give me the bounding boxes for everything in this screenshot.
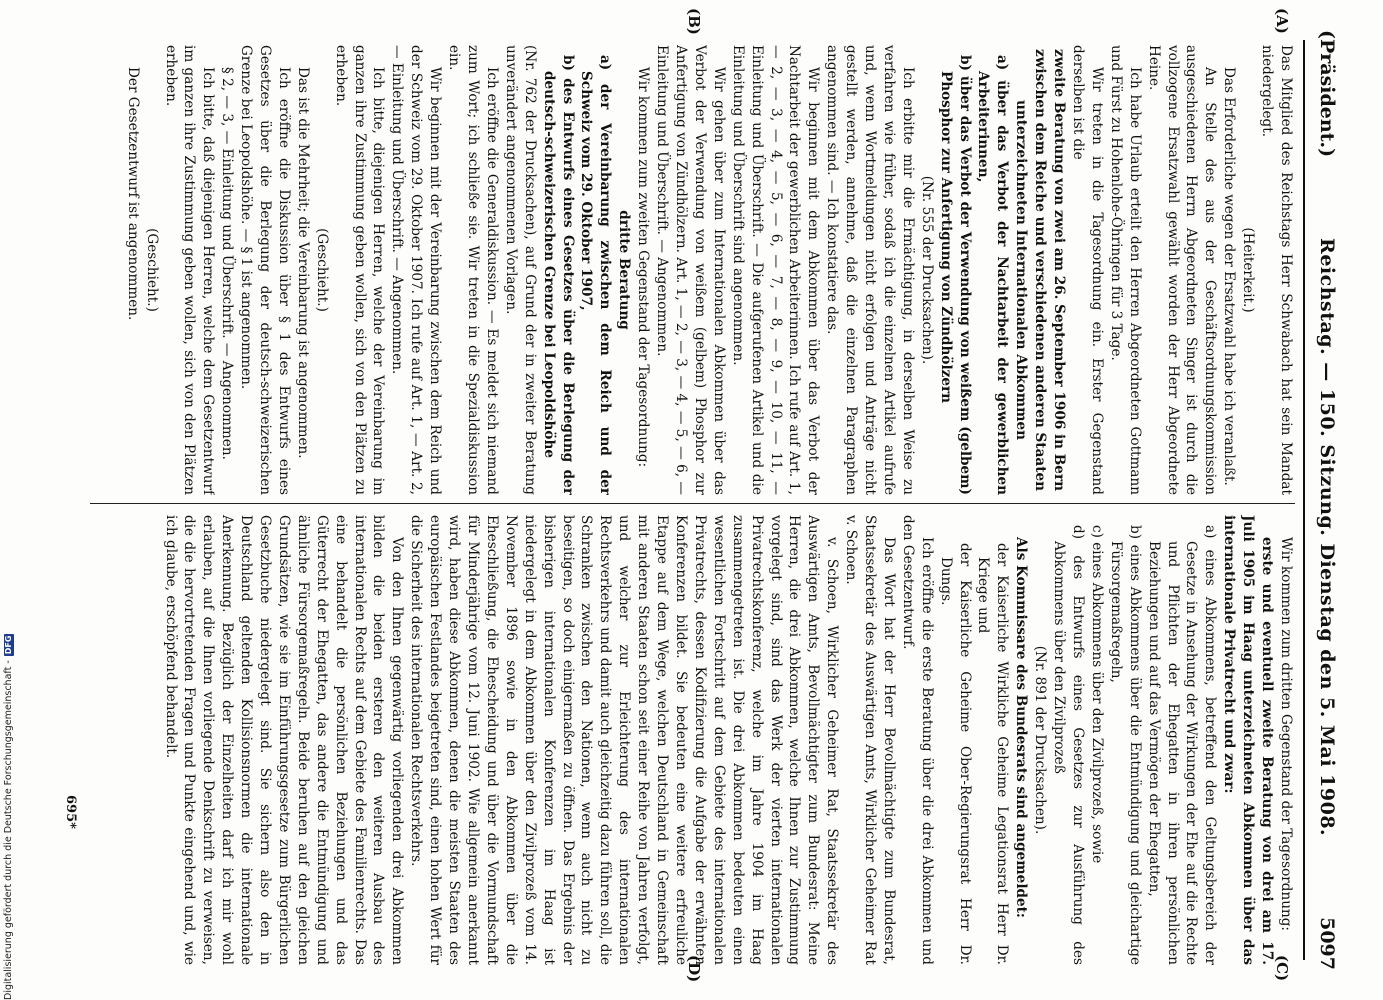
- paragraph: Wir kommen zum dritten Gegenstand der Tagesordnung:: [1278, 537, 1294, 932]
- paragraph: § 2, — 3, — Einleitung und Überschrift. — Angenommen.: [219, 67, 236, 460]
- paragraph: der Kaiserliche Wirkliche Geheime Legationsrat Herr Dr. Kriege und: [975, 543, 1011, 965]
- header-title: Reichstag. — 150. Sitzung. Dienstag den 5. Mai 1908.: [1316, 238, 1338, 837]
- paragraph: (Nr. 555 der Drucksachen).: [918, 175, 935, 365]
- paragraph: zweite Beratung von zwei am 26. September 1906 in Bern zwischen dem Reiche und verschiedenen anderen Staaten unterzeichneten Internationalen Abkommen: [1013, 48, 1068, 492]
- paragraph: Wir beginnen mit dem Abkommen über das Verbot der Nachtarbeit der gewerblichen Arbeiterinnen. Ich rufe auf Art. 1, — 2, — 3, — 4, — 5, — 6, — 7, — 8, — 9, — 10, — 11, — Einleitung und Überschrift. — Die aufgerufenen Artikel und die Einleitung und Überschrift sind angenommen.: [729, 45, 822, 495]
- left-column: [90, 45, 1295, 495]
- paragraph: d) des Entwurfs eines Gesetzes zur Ausführung des Abkommens über den Zivilprozeß: [1051, 525, 1087, 965]
- paragraph: Ich eröffne die erste Beratung über die drei Abkommen und den Gesetzentwurf.: [899, 515, 935, 965]
- digitization-credit: [3, 20, 15, 1000]
- paragraph: Wir kommen zum zweiten Gegenstand der Tagesordnung:: [635, 67, 652, 468]
- running-head: [1309, 30, 1345, 970]
- margin-letter-a: (A): [1273, 8, 1291, 34]
- paragraph: Ich bitte, daß diejenigen Herren, welche dem Gesetzentwurf im ganzen ihre Zustimmung geben wollen, sich von den Plätzen erheben.: [162, 45, 217, 495]
- paragraph: Das Mitglied des Reichstags Herr Schwabach hat sein Mandat niedergelegt.: [1259, 45, 1294, 495]
- paragraph: (Geschieht.): [143, 228, 160, 312]
- paragraph: (Heiterkeit.): [1240, 227, 1257, 313]
- header-left-label: (Präsident.): [1316, 30, 1338, 158]
- paragraph: Wir treten in die Tagesordnung ein. Erster Gegenstand derselben ist die: [1070, 45, 1105, 495]
- paragraph: dritte Beratung: [616, 210, 633, 330]
- paragraph: a) eines Abkommens, betreffend den Geltungsbereich der Gesetze in Ansehung der Wirkungen der Ehe auf die Rechte und Pflichten der Ehegatten in ihren persönlichen Beziehungen und auf das Vermögen der Ehegatten,: [1145, 525, 1219, 965]
- header-page-number: 5097: [1316, 917, 1338, 970]
- paragraph: Als Kommissare des Bundesrats sind angemeldet:: [1013, 537, 1030, 918]
- paragraph: Das Wort hat der Herr Bevollmächtigte zum Bundesrat, Staatssekretär des Auswärtigen Amts, Wirklicher Geheimer Rat v. Schoen.: [843, 515, 897, 965]
- header-rule: [1303, 40, 1305, 960]
- paragraph: Von den Ihnen gegenwärtig vorliegenden drei Abkommen bilden die beiden ersteren den weiteren Ausbau des internationalen Rechts auf dem Gebiete des Familienrechts. Das eine behandelt die persönlichen Beziehungen und das Güterrecht der Ehegatten, das andere die Entmündigung und ähnliche Fürsorgemaßregeln. Beide beruhen auf den gleichen Grundsätzen, wie sie im Einführungsgesetze zum Bürgerlichen Gesetzbuche niedergelegt sind. Sie sichern also den in Deutschland geltenden Kollisionsnormen die internationale Anerkennung. Bezüglich der Einzelheiten darf ich mir wohl erlauben, auf die Ihnen vorliegende Denkschrift zu verweisen, die die hervortretenden Fragen und Punkte eingehend und, wie ich glaube, erschöpfend behandelt.: [162, 515, 406, 965]
- right-column: [90, 515, 1295, 965]
- paragraph: a) über das Verbot der Nachtarbeit der gewerblichen Arbeiterinnen,: [975, 55, 1011, 495]
- paragraph: Der Gesetzentwurf ist angenommen.: [124, 67, 141, 321]
- paragraph: Ich eröffne die Generaldiskussion. — Es meldet sich niemand zum Wort; ich schließe sie. Wir treten in die Spezialdiskussion ein.: [446, 45, 500, 495]
- paragraph: b) des Entwurfs eines Gesetzes über die Berlegung der deutsch-schweizerischen Grenze bei Leopoldshöhe: [540, 55, 576, 495]
- page-footer-number: 695*: [63, 795, 78, 829]
- paragraph: b) über das Verbot der Verwendung von weißem (gelbem) Phosphor zur Anfertigung von Zündhölzern: [937, 55, 973, 495]
- paragraph: Das ist die Mehrheit; die Vereinbarung ist angenommen.: [294, 67, 311, 459]
- paragraph: c) eines Abkommens über den Zivilprozeß, sowie: [1088, 525, 1105, 864]
- margin-letter-c: (C): [1273, 955, 1291, 982]
- paragraph: a) der Vereinbarung zwischen dem Reich und der Schweiz vom 29. Oktober 1907,: [578, 55, 614, 495]
- paragraph: Ich eröffne die Diskussion über § 1 des Entwurfs eines Gesetzes über die Berlegung der deutsch-schweizerischen Grenze bei Leopoldshöhe. — § 1 ist angenommen.: [238, 45, 292, 495]
- paragraph: Wir gehen über zum Internationalen Abkommen über das Verbot der Verwendung von weißem (gelbem) Phosphor zur Anfertigung von Zündhölzern. Art. 1, — 2, — 3, — 4, — 5, — 6, — Einleitung und Überschrift. — Angenommen.: [654, 45, 727, 495]
- paragraph: (Nr. 891 der Drucksachen).: [1032, 645, 1049, 835]
- digitization-note-text: Digitalisierung gefördert durch die Deutsche Forschungsgemeinschaft -: [3, 660, 14, 1000]
- paragraph: Das Erforderliche wegen der Ersatzwahl habe ich veranlaßt.: [1221, 67, 1238, 486]
- margin-letter-b: (B): [685, 8, 703, 35]
- paragraph: Ich bitte, diejenigen Herren, welche der Vereinbarung im ganzen ihre Zustimmung geben wollen, sich von den Plätzen zu erheben.: [332, 45, 387, 495]
- paragraph: v. Schoen, Wirklicher Geheimer Rat, Staatssekretär des Auswärtigen Amts, Bevollmächtigter zum Bundesrat: Meine Herren, die drei Abkommen, welche Ihnen zur Zustimmung vorgelegt sind, sind das Werk der vierten internationalen Privatrechtskonferenz, welche im Jahre 1904 im Haag zusammengetreten ist. Die drei Abkommen bedeuten einen wesentlichen Fortschritt auf dem Gebiete des internationalen Privatrechts, dessen Kodifizierung die Aufgabe der erwähnten Konferenzen bildet. Sie bedeuten eine weitere erfreuliche Etappe auf dem Wege, welchen Deutschland in Gemeinschaft mit anderen Staaten schon seit einer Reihe von Jahren verfolgt, und welcher zur Erleichterung des internationalen Rechtsverkehrs und damit auch gleichzeitig dazu führen soll, die Schranken zwischen den Nationen, wenn auch nicht zu beseitigen, so doch einigermaßen zu öffnen. Das Ergebnis der bisherigen internationalen Konferenzen im Haag ist niedergelegt in dem Abkommen über den Zivilprozeß vom 14. November 1896 sowie in den Abkommen über die Eheschließung, die Ehescheidung und über die Vormundschaft für Minderjährige vom 12. Juni 1902. Wie allgemein anerkannt wird, haben diese Abkommen, denen die meisten Staaten des europäischen Festlandes beigetreten sind, einen hohen Wert für die Sicherheit des internationalen Rechtsverkehrs.: [408, 515, 841, 965]
- margin-letter-d: (D): [685, 955, 703, 983]
- paragraph: der Kaiserliche Geheime Ober-Regierungsrat Herr Dr. Dungs.: [937, 543, 973, 965]
- paragraph: erste und eventuell zweite Beratung von drei am 17. Juli 1905 im Haag unterzeichneten Abkommen über das internationale Privatrecht und zwar:: [1221, 515, 1276, 965]
- dfg-logo-icon: DFG: [4, 635, 13, 655]
- paragraph: Ich habe Urlaub erteilt den Herren Abgeordneten Gottmann und Fürst zu Hohenlohe-Öhringen für 3 Tage.: [1107, 45, 1143, 495]
- paragraph: (Nr. 762 der Drucksachen), auf Grund der in zweiter Beratung unverändert angenommenen Vorlagen.: [502, 45, 538, 495]
- paragraph: b) eines Abkommens über die Entmündigung und gleichartige Fürsorgemaßregeln,: [1107, 525, 1143, 965]
- paragraph: (Geschieht.): [313, 228, 330, 312]
- paragraph: An Stelle des aus der Geschäftsordnungskommission ausgeschiedenen Herrn Abgeordneten Singer ist durch die vollzogene Ersatzwahl gewählt worden der Herr Abgeordnete Heine.: [1145, 45, 1219, 495]
- paragraph: Ich erbitte mir die Ermächtigung, in derselben Weise zu verfahren wie früher, sodaß ich die einzelnen Artikel aufrufe und, wenn Wortmeldungen nicht erfolgen und Anträge nicht gestellt werden, annehme, daß die einzelnen Paragraphen angenommen sind. — Ich konstatiere das.: [824, 45, 916, 495]
- paragraph: Wir beginnen mit der Vereinbarung zwischen dem Reich und der Schweiz vom 29. Oktober 1907. Ich rufe auf Art. 1, — Art. 2, — Einleitung und Überschrift. — Angenommen.: [389, 45, 444, 495]
- column-divider: [90, 503, 1295, 504]
